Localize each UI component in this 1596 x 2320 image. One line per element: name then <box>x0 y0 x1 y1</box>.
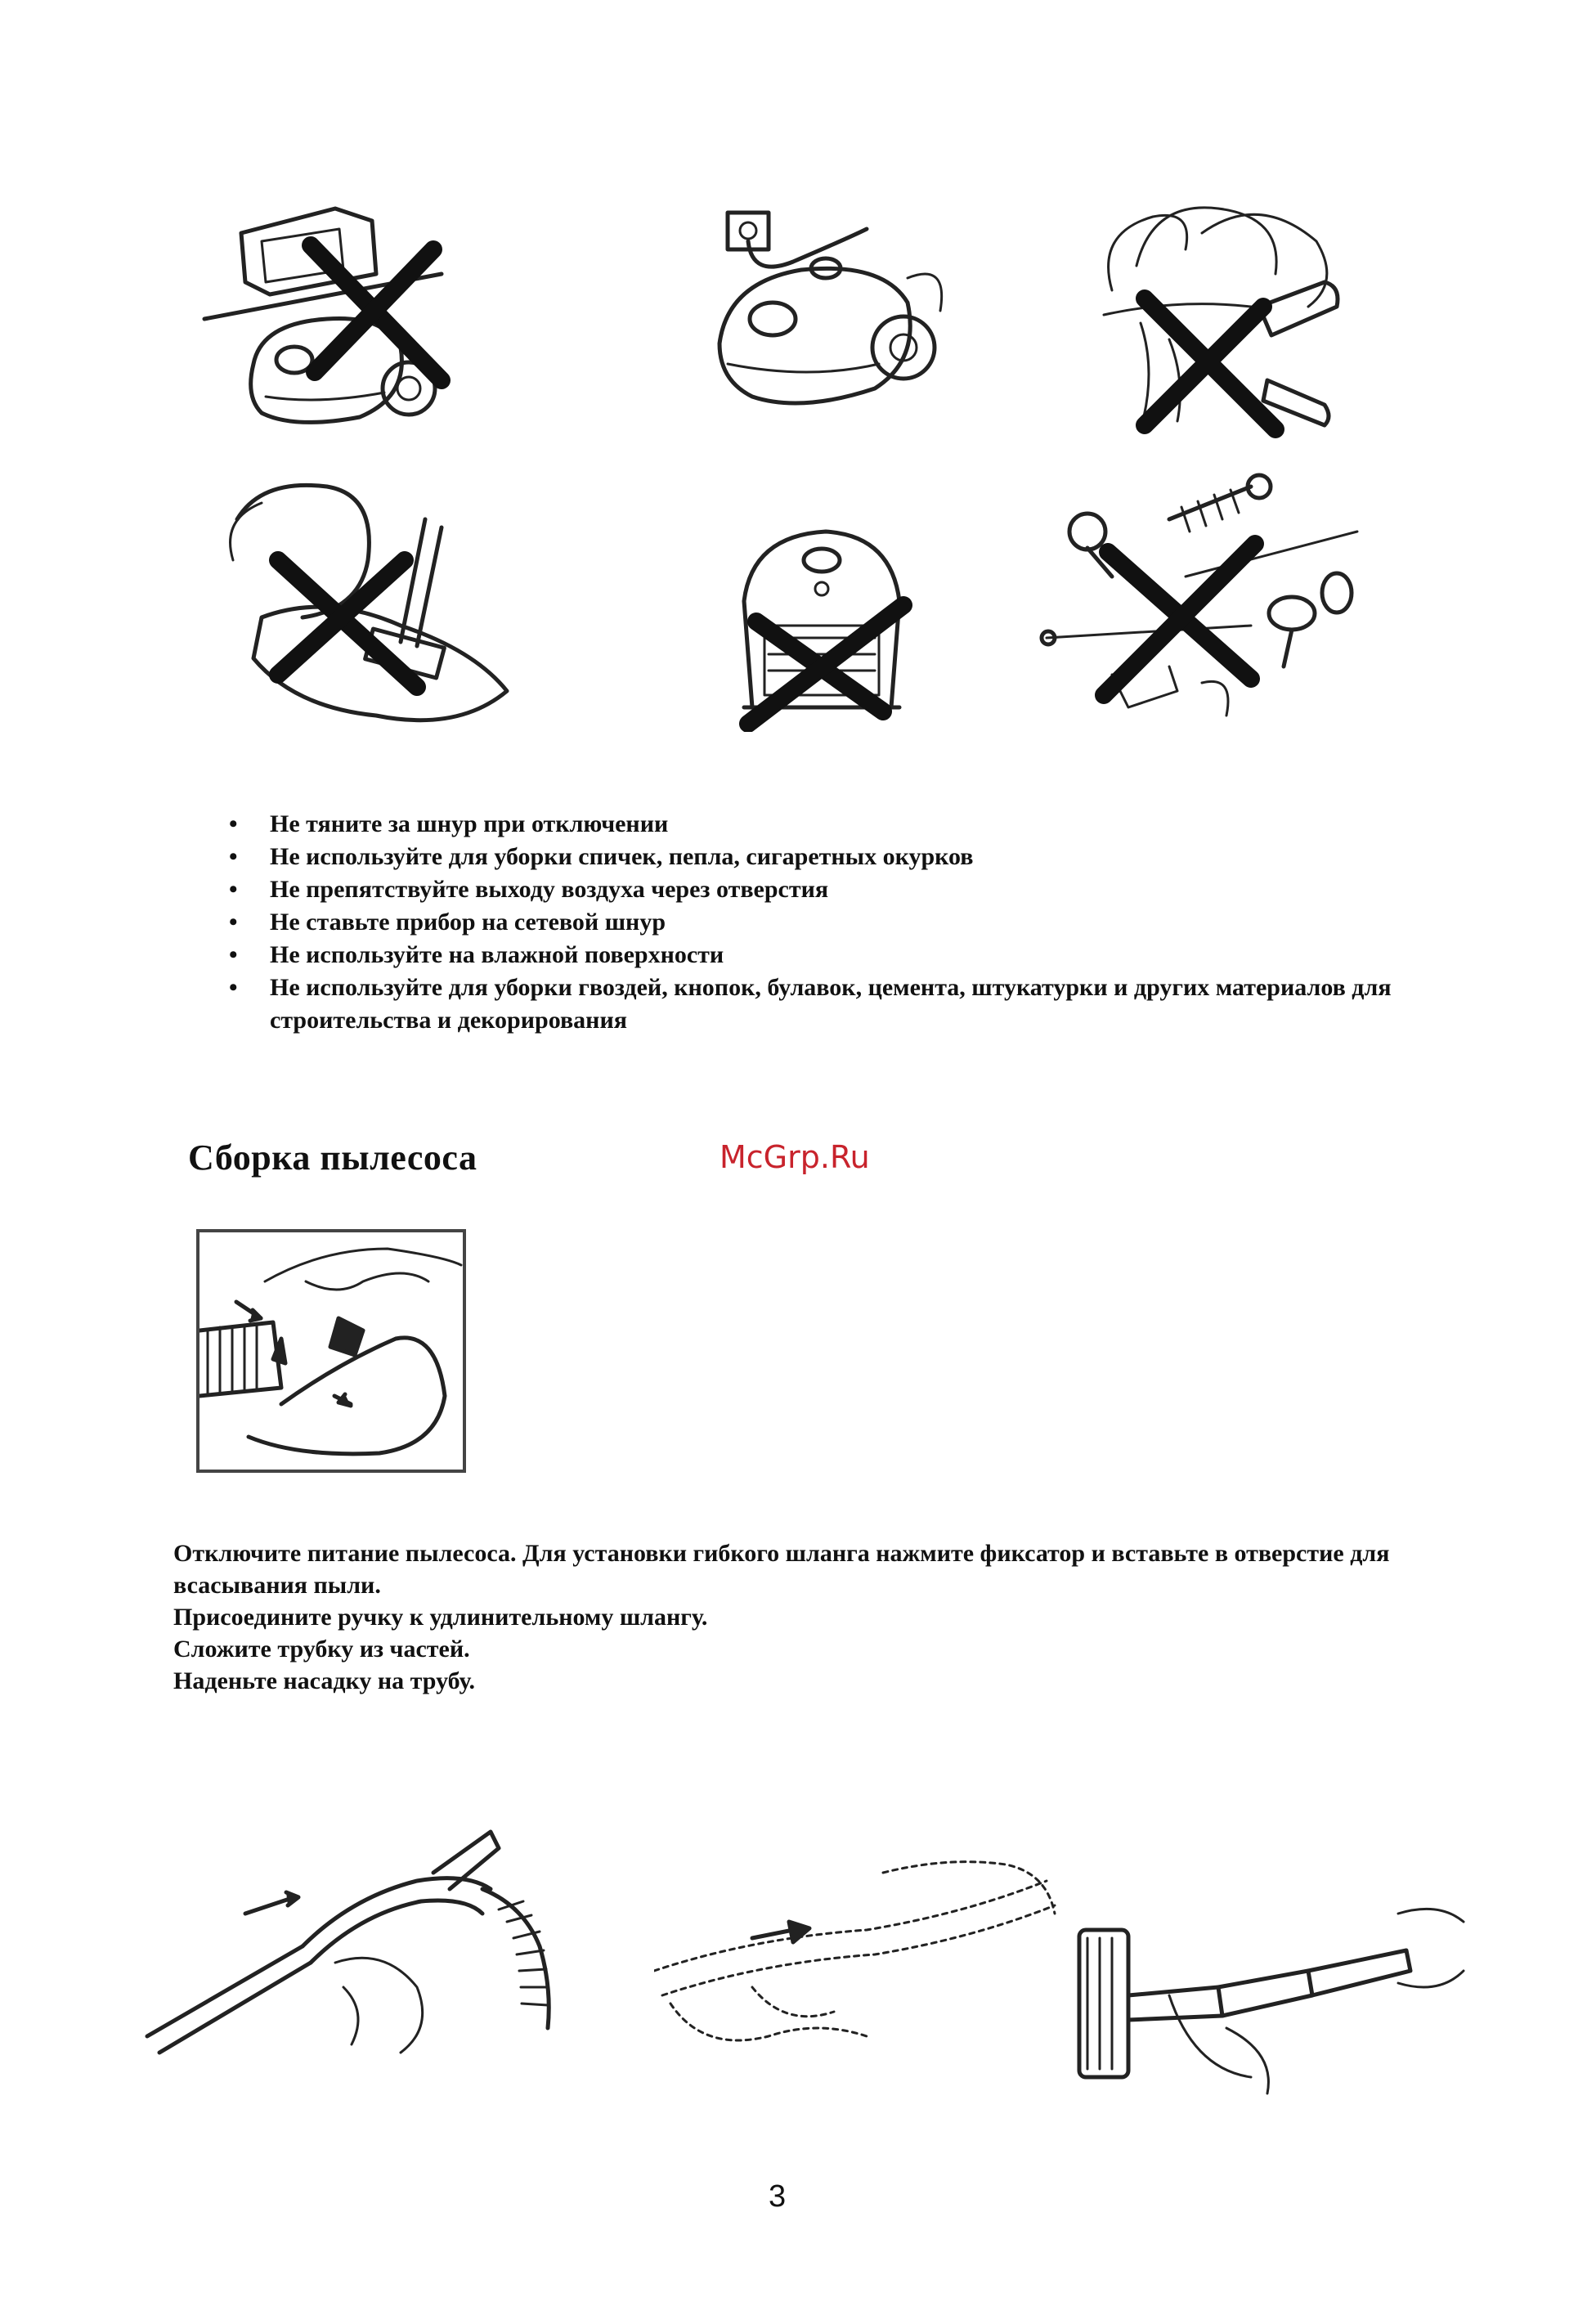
hose-insert-icon <box>200 1232 463 1470</box>
assembly-instructions <box>173 1537 1400 1697</box>
instruction-line: Присоедините ручку к удлинительному шлангу. <box>173 1604 708 1631</box>
handle-attach-icon <box>139 1824 646 2061</box>
warning-item: • Не используйте для уборки спичек, пепла, сигаретных окурков <box>270 841 1431 873</box>
no-sharp-objects-icon <box>1038 470 1365 724</box>
tube-arrow-icon <box>748 1918 814 1950</box>
watermark: McGrp.Ru <box>720 1139 870 1175</box>
instruction-line: Наденьте насадку на трубу. <box>173 1667 476 1694</box>
warning-item: • Не тяните за шнур при отключении <box>270 808 1431 841</box>
warning-item: • Не препятствуйте выходу воздуха через отверстия <box>270 873 1431 906</box>
instruction-line: Отключите питание пылесоса. Для установки гибкого шланга нажмите фиксатор и вставьте в отверстие для всасывания пыли. <box>173 1540 1390 1599</box>
hose-insert-frame <box>196 1229 466 1473</box>
warning-item: • Не используйте на влажной поверхности <box>270 939 1431 972</box>
tube-assemble-icon <box>654 1840 1079 2053</box>
warnings-list <box>221 808 1431 1037</box>
nozzle-attach-icon <box>1063 1905 1472 2102</box>
plug-outlet-icon <box>703 204 957 425</box>
no-block-vents-icon <box>720 511 924 732</box>
page-number: 3 <box>769 2179 787 2214</box>
warning-item: • Не используйте для уборки гвоздей, кнопок, булавок, цемента, штукатурки и других материалов для строительства и декорирования <box>270 972 1431 1037</box>
instruction-line: Сложите трубку из частей. <box>173 1636 470 1663</box>
no-cigarettes-icon <box>1079 184 1357 462</box>
no-pull-cord-icon <box>196 184 466 446</box>
warning-item: • Не ставьте прибор на сетевой шнур <box>270 906 1431 939</box>
section-title: Сборка пылесоса <box>188 1138 477 1178</box>
no-wet-surface-icon <box>213 470 523 732</box>
